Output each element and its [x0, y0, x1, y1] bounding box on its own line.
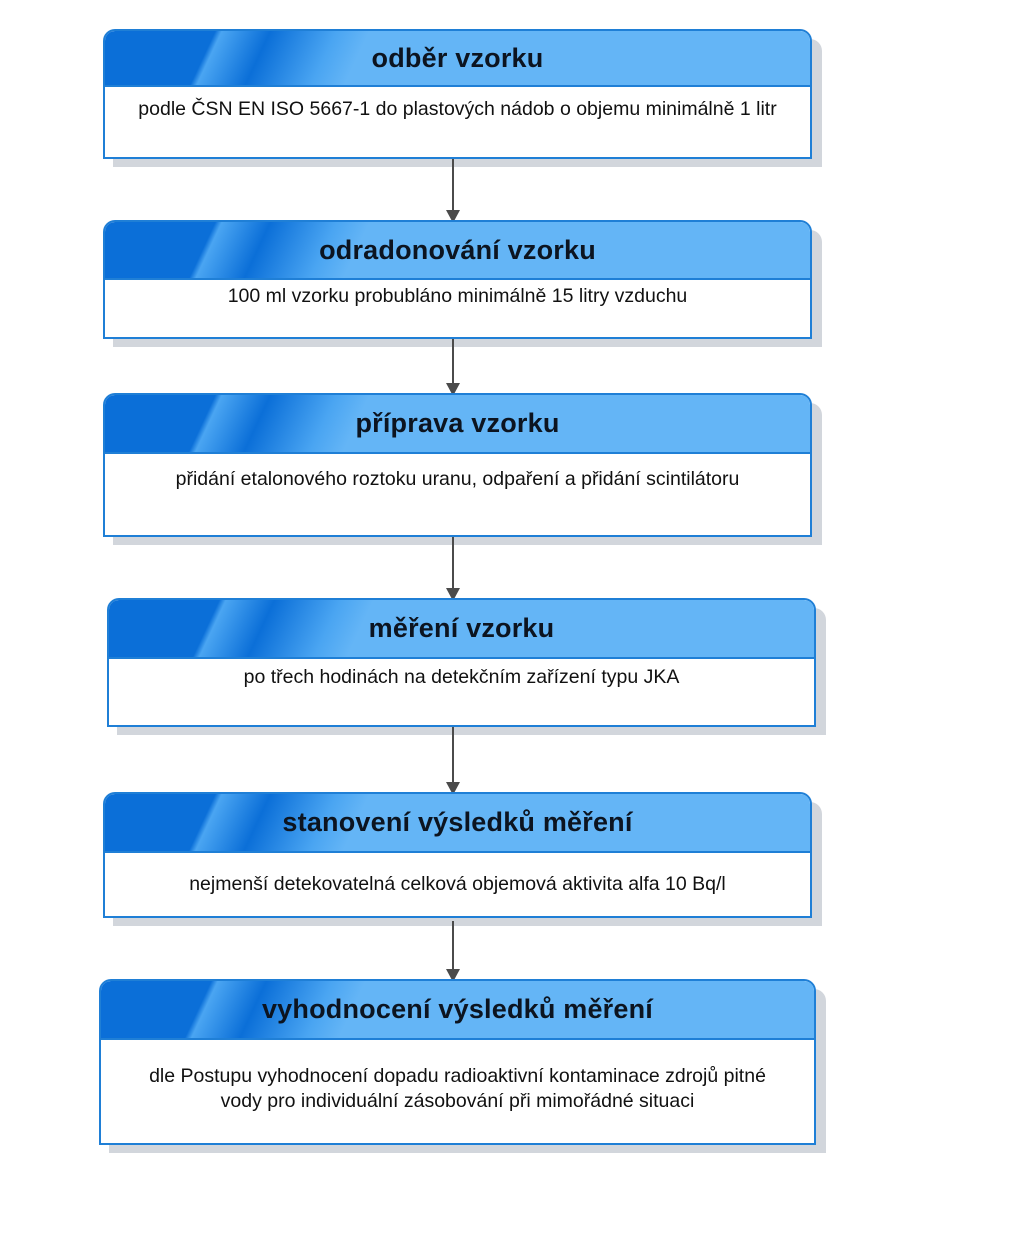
step-description: podle ČSN EN ISO 5667-1 do plastových nádob o objemu minimálně 1 litr [138, 98, 777, 120]
step-title: příprava vzorku [355, 408, 560, 438]
step-box [107, 598, 816, 727]
flow-arrow-4 [452, 727, 454, 793]
step-title: měření vzorku [368, 613, 555, 643]
step-radon-removal [103, 220, 812, 339]
step-title: vyhodnocení výsledků měření [261, 994, 654, 1024]
step-box [103, 393, 812, 537]
step-title: odběr vzorku [371, 42, 544, 73]
step-description: přidání etalonového roztoku uranu, odpaření a přidání scintilátoru [175, 468, 740, 490]
step-results-evaluation [99, 979, 816, 1145]
step-sample-measurement [107, 598, 816, 727]
step-box [103, 220, 812, 339]
step-sample-collection [103, 29, 812, 159]
step-description: dle Postupu vyhodnocení dopadu radioaktivní kontaminace zdrojů pitné vody pro individuální zásobování při mimořádné situaci [149, 1065, 766, 1112]
step-description: nejmenší detekovatelná celková objemová aktivita alfa 10 Bq/l [189, 873, 726, 895]
step-title: stanovení výsledků měření [282, 807, 633, 837]
step-header [101, 981, 814, 1040]
step-sample-preparation [103, 393, 812, 537]
step-header [105, 794, 810, 853]
step-header [105, 222, 810, 280]
flow-arrow-3 [452, 537, 454, 599]
step-header [105, 395, 810, 454]
flow-arrow-1 [452, 159, 454, 221]
step-title: odradonování vzorku [319, 234, 596, 265]
step-box [103, 29, 812, 159]
step-results-determination [103, 792, 812, 918]
step-header [109, 600, 814, 659]
step-description: 100 ml vzorku probubláno minimálně 15 litry vzduchu [227, 285, 688, 307]
flow-arrow-5 [452, 921, 454, 980]
step-description: po třech hodinách na detekčním zařízení typu JKA [243, 666, 680, 688]
step-box [103, 792, 812, 918]
flow-arrow-2 [452, 339, 454, 394]
step-header [105, 31, 810, 87]
step-box [99, 979, 816, 1145]
